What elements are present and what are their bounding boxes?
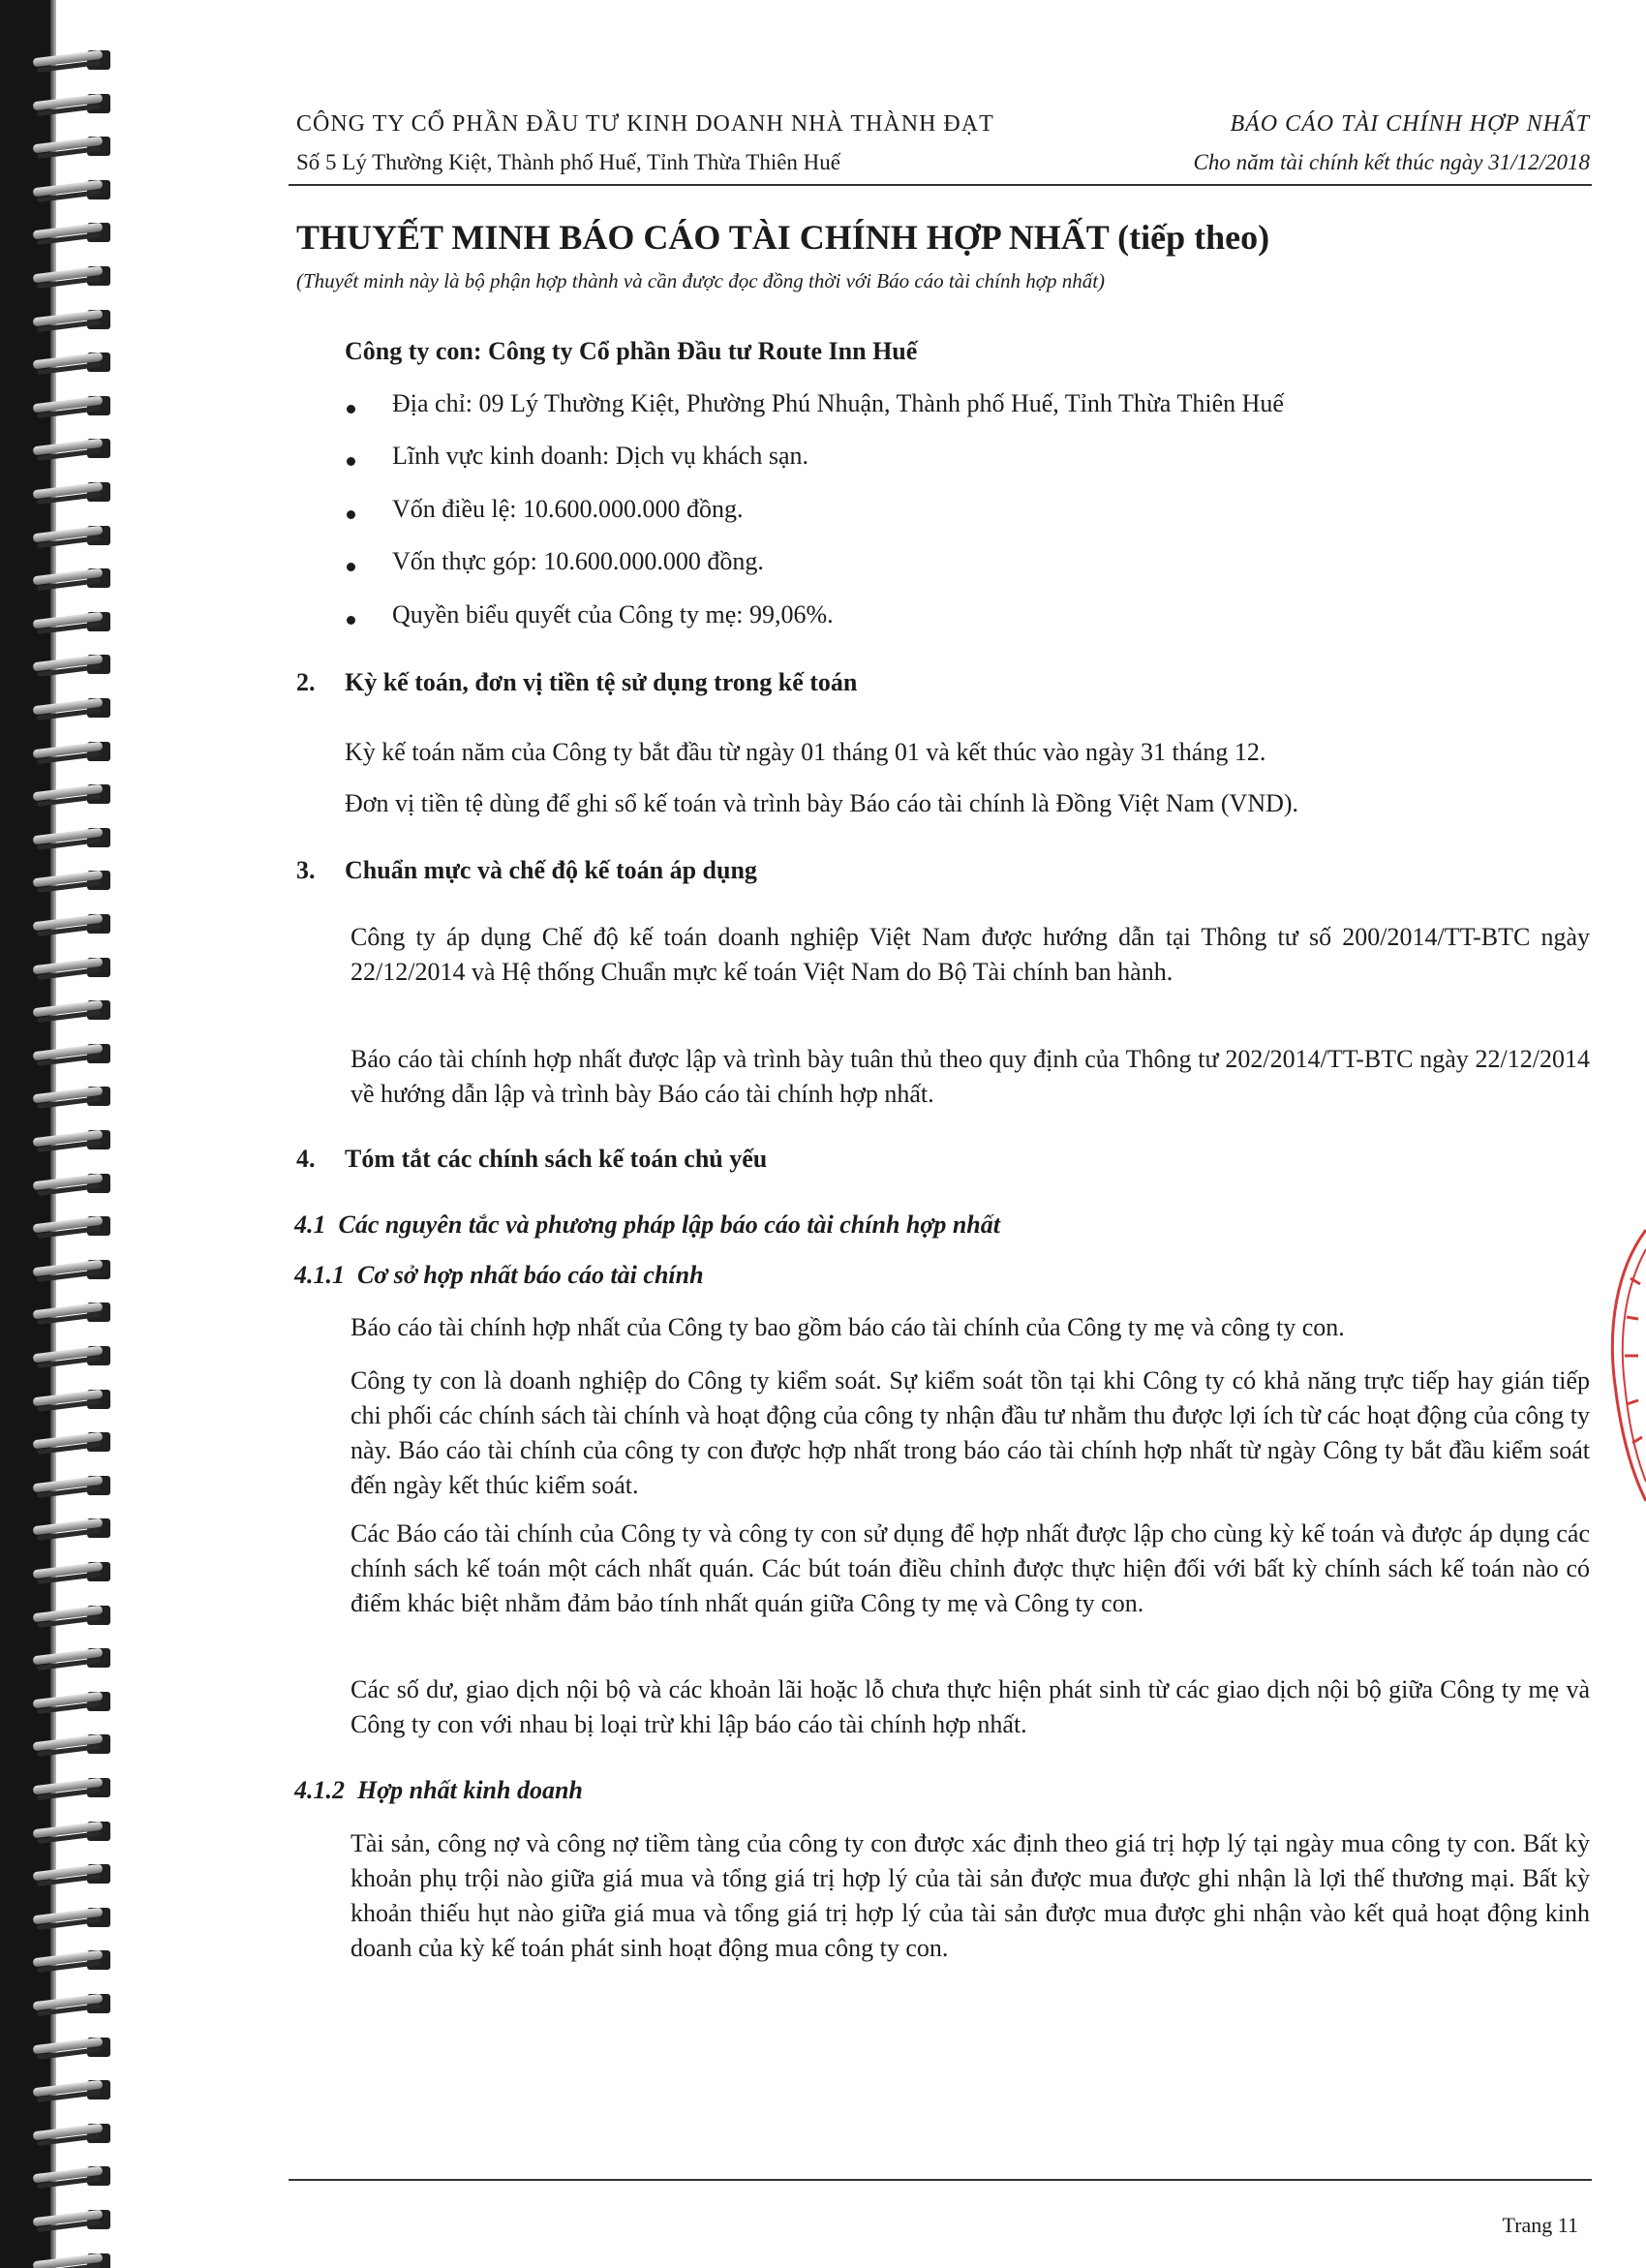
paragraph: Báo cáo tài chính hợp nhất của Công ty bao gồm báo cáo tài chính của Công ty mẹ và công ty con. (351, 1313, 1345, 1341)
paragraph: Các Báo cáo tài chính của Công ty và công ty con sử dụng để hợp nhất được lập cho cùng kỳ kế toán và được áp dụng các chính sách kế toán một cách nhất quán. Các bút toán điều chỉnh được thực hiện đối với bất kỳ chính sách kế toán nào có điểm khác biệt nhằm đảm bảo tính nhất quán giữa Công ty mẹ và Công ty con. (351, 1519, 1590, 1617)
subsidiary-item: Địa chỉ: 09 Lý Thường Kiệt, Phường Phú Nhuận, Thành phố Huế, Tỉnh Thừa Thiên Huế (392, 389, 1284, 417)
binding-ring (33, 1212, 120, 1240)
binding-ring (33, 1126, 120, 1153)
binding-ring (33, 176, 120, 203)
binding-ring (33, 1904, 120, 1931)
binding-ring (33, 1644, 120, 1671)
binding-ring (33, 1818, 120, 1845)
subsidiary-item: Lĩnh vực kinh doanh: Dịch vụ khách sạn. (392, 442, 809, 470)
page-number: Trang 11 (1502, 2213, 1578, 2237)
bullet-icon (347, 563, 355, 571)
header-address: Số 5 Lý Thường Kiệt, Thành phố Huế, Tỉnh Thừa Thiên Huế (296, 150, 840, 174)
footer-divider (289, 2179, 1592, 2181)
header-divider (289, 184, 1592, 186)
page-subtitle: (Thuyết minh này là bộ phận hợp thành và cần được đọc đồng thời với Báo cáo tài chính hợp nhất) (296, 269, 1106, 292)
binding-ring (33, 867, 120, 894)
section-number: 3. (296, 856, 316, 884)
section-number: 2. (296, 668, 316, 696)
binding-ring (33, 651, 120, 678)
binding-ring (33, 1040, 120, 1067)
binding-ring (33, 2120, 120, 2147)
binding-ring (33, 1428, 120, 1456)
binding-ring (33, 2206, 120, 2233)
binding-ring (33, 1774, 120, 1801)
binding-ring (33, 1602, 120, 1629)
binding-ring (33, 954, 120, 981)
paragraph: Kỳ kế toán năm của Công ty bắt đầu từ ngày 01 tháng 01 và kết thúc vào ngày 31 tháng 12. (345, 738, 1266, 766)
subsection-heading: 4.1.2 Hợp nhất kinh doanh (294, 1776, 583, 1804)
binding-ring (33, 1860, 120, 1887)
header-company: CÔNG TY CỔ PHẦN ĐẦU TƯ KINH DOANH NHÀ THÀNH ĐẠT (296, 111, 994, 137)
subsection-heading: 4.1.1 Cơ sở hợp nhất báo cáo tài chính (294, 1261, 704, 1289)
binding-ring (33, 2162, 120, 2190)
subsidiary-item: Quyền biểu quyết của Công ty mẹ: 99,06%. (392, 600, 834, 628)
bullet-icon (347, 457, 355, 466)
subsidiary-heading: Công ty con: Công ty Cổ phần Đầu tư Route Inn Huế (345, 337, 918, 365)
binding-ring (33, 996, 120, 1024)
paragraph: Công ty con là doanh nghiệp do Công ty kiểm soát. Sự kiểm soát tồn tại khi Công ty có khả năng trực tiếp hay gián tiếp chi phối các chính sách tài chính và hoạt động của công ty nhận đầu tư nhằm thu được lợi ích từ các hoạt động của công ty này. Báo cáo tài chính của công ty con được hợp nhất trong báo cáo tài chính hợp nhất từ ngày Công ty bắt đầu kiểm soát đến ngày kết thúc kiểm soát. (351, 1366, 1590, 1499)
binding-ring (33, 738, 120, 765)
binding-ring (33, 46, 120, 74)
binding-ring (33, 824, 120, 851)
binding-ring (33, 781, 120, 808)
paragraph: Các số dư, giao dịch nội bộ và các khoản lãi hoặc lỗ chưa thực hiện phát sinh từ các giao dịch nội bộ giữa Công ty mẹ và Công ty con với nhau bị loại trừ khi lập báo cáo tài chính hợp nhất. (351, 1675, 1590, 1738)
binding-ring (33, 1731, 120, 1758)
binding-ring (33, 478, 120, 506)
section-heading: Tóm tắt các chính sách kế toán chủ yếu (345, 1145, 768, 1173)
subsidiary-item: Vốn thực góp: 10.600.000.000 đồng. (392, 547, 764, 575)
bullet-icon (347, 616, 355, 625)
binding-ring (33, 565, 120, 592)
binding-ring (33, 1990, 120, 2017)
section-number: 4. (296, 1145, 316, 1173)
section-heading: Kỳ kế toán, đơn vị tiền tệ sử dụng trong kế toán (345, 668, 858, 696)
binding-ring (33, 2250, 120, 2268)
binding-ring (33, 1515, 120, 1542)
binding-ring (33, 90, 120, 117)
binding-ring (33, 1256, 120, 1283)
header-period: Cho năm tài chính kết thúc ngày 31/12/2018 (1193, 150, 1590, 174)
binding-ring (33, 392, 120, 419)
header-report-title: BÁO CÁO TÀI CHÍNH HỢP NHẤT (1230, 111, 1590, 137)
binding-ring (33, 2076, 120, 2103)
subsection-heading: 4.1 Các nguyên tắc và phương pháp lập báo cáo tài chính hợp nhất (294, 1211, 1000, 1239)
section-heading: Chuẩn mực và chế độ kế toán áp dụng (345, 856, 757, 884)
paragraph: Báo cáo tài chính hợp nhất được lập và trình bày tuân thủ theo quy định của Thông tư 202/2014/TT-BTC ngày 22/12/2014 về hướng dẫn lập và trình bày Báo cáo tài chính hợp nhất. (351, 1045, 1590, 1108)
binding-ring (33, 910, 120, 937)
binding-ring (33, 608, 120, 635)
red-stamp-fragment (1588, 1211, 1646, 1520)
binding-ring (33, 349, 120, 376)
binding-ring (33, 1170, 120, 1197)
binding-ring (33, 435, 120, 462)
binding-ring (33, 1083, 120, 1110)
binding-ring (33, 219, 120, 246)
paragraph: Tài sản, công nợ và công nợ tiềm tàng của công ty con được xác định theo giá trị hợp lý tại ngày mua công ty con. Bất kỳ khoản phụ trội nào giữa giá mua và tổng giá trị hợp lý của tài sản được mua được ghi nhận là lợi thế thương mại. Bất kỳ khoản thiếu hụt nào giữa giá mua và tổng giá trị hợp lý của tài sản được mua được ghi nhận vào kết quả hoạt động kinh doanh của kỳ kế toán phát sinh hoạt động mua công ty con. (351, 1829, 1590, 1962)
binding-ring (33, 1472, 120, 1499)
binding-ring (33, 1558, 120, 1585)
binding-ring (33, 262, 120, 290)
binding-ring (33, 1342, 120, 1369)
bullet-icon (347, 510, 355, 519)
bullet-icon (347, 405, 355, 414)
binding-ring (33, 1946, 120, 1974)
binding-ring (33, 694, 120, 721)
binding-ring (33, 2034, 120, 2061)
paragraph: Công ty áp dụng Chế độ kế toán doanh nghiệp Việt Nam được hướng dẫn tại Thông tư số 200/2014/TT-BTC ngày 22/12/2014 và Hệ thống Chuẩn mực kế toán Việt Nam do Bộ Tài chính ban hành. (351, 923, 1590, 986)
binding-ring (33, 306, 120, 333)
binding-ring (33, 1299, 120, 1326)
binding-ring (33, 522, 120, 549)
binding-ring (33, 1688, 120, 1715)
page-title: THUYẾT MINH BÁO CÁO TÀI CHÍNH HỢP NHẤT (tiếp theo) (296, 218, 1270, 257)
binding-ring (33, 1386, 120, 1413)
paragraph: Đơn vị tiền tệ dùng để ghi sổ kế toán và trình bày Báo cáo tài chính là Đồng Việt Nam (VND). (345, 789, 1299, 817)
subsidiary-item: Vốn điều lệ: 10.600.000.000 đồng. (392, 495, 744, 523)
binding-ring (33, 133, 120, 160)
